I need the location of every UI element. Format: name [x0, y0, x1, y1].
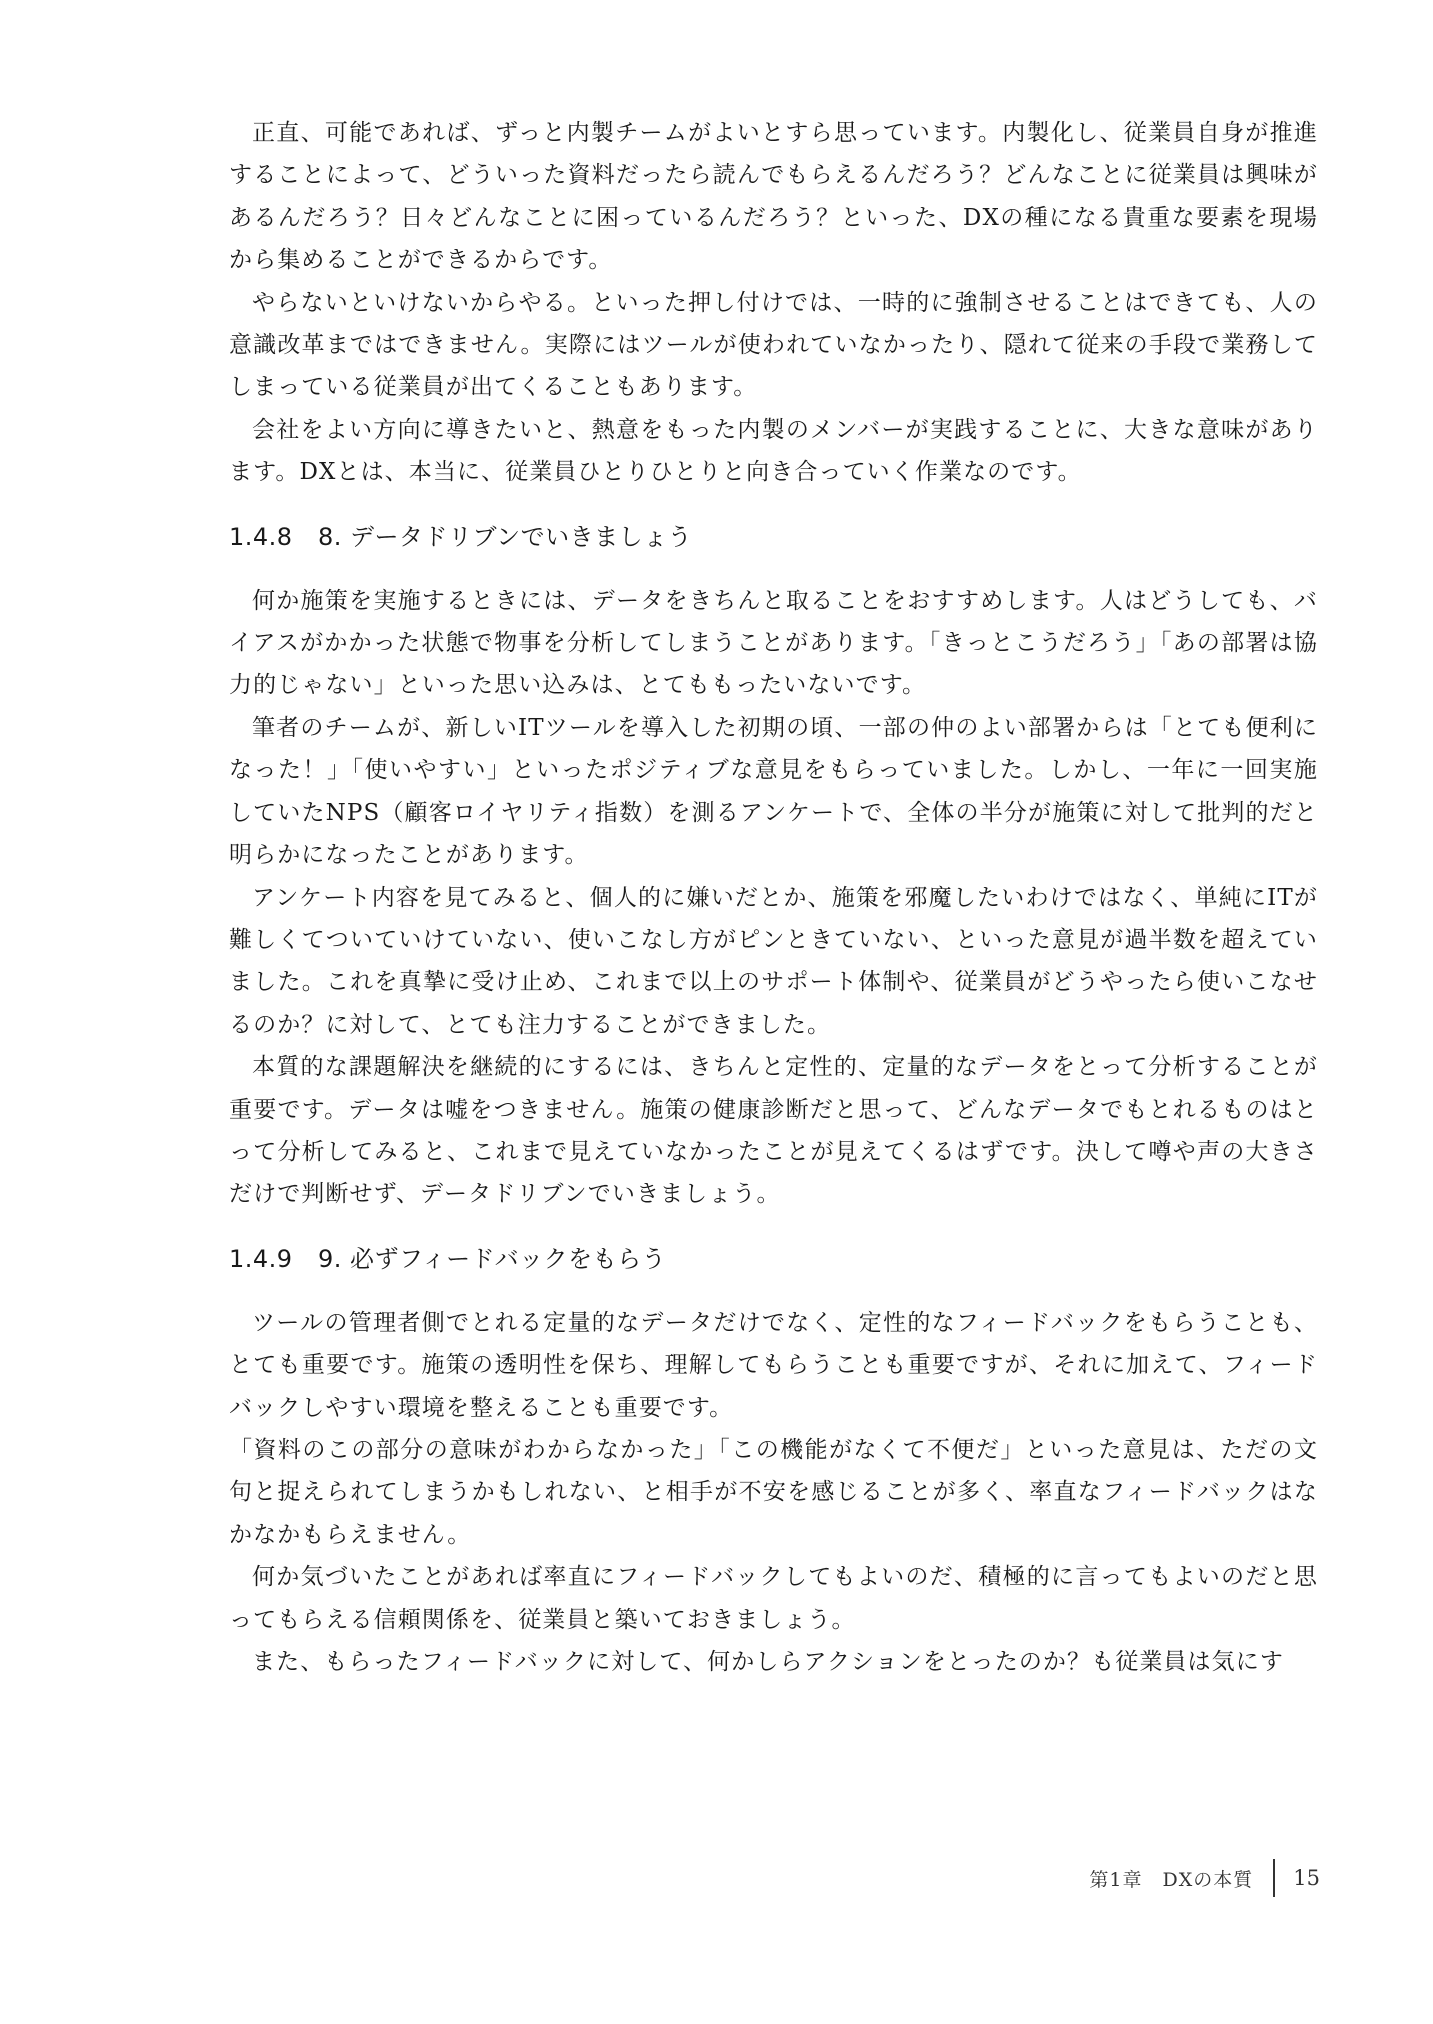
section-number: 1.4.8 — [229, 522, 293, 551]
page-number: 15 — [1293, 1866, 1320, 1890]
paragraph-data-driven-3: アンケート内容を見てみると、個人的に嫌いだとか、施策を邪魔したいわけではなく、単純にITが難しくてついていけていない、使いこなし方がピンときていない、といった意見が過半数を超えていました。これを真摯に受け止め、これまで以上のサポート体制や、従業員がどうやったら使いこなせるのか？に対して、とても注力することができました。 — [229, 884, 1318, 1038]
paragraph-feedback-1: ツールの管理者側でとれる定量的なデータだけでなく、定性的なフィードバックをもらうことも、とても重要です。施策の透明性を保ち、理解してもらうことも重要ですが、それに加えて、フィードバックしやすい環境を整えることも重要です。 — [229, 1309, 1318, 1421]
paragraph-feedback-3: 何か気づいたことがあれば率直にフィードバックしてもよいのだ、積極的に言ってもよいのだと思ってもらえる信頼関係を、従業員と築いておきましょう。 — [229, 1564, 1318, 1633]
paragraph-intro-3: 会社をよい方向に導きたいと、熱意をもった内製のメンバーが実践することに、大きな意味があります。DXとは、本当に、従業員ひとりひとりと向き合っていく作業なのです。 — [229, 416, 1318, 486]
section-heading-1-4-9 — [229, 1242, 1318, 1276]
page-body — [229, 112, 1318, 1683]
paragraph-intro-2: やらないといけないからやる。といった押し付けでは、一時的に強制させることはできても、人の意識改革まではできません。実際にはツールが使われていなかったり、隠れて従来の手段で業務してしまっている従業員が出てくることもあります。 — [229, 289, 1318, 401]
paragraph-feedback-4: また、もらったフィードバックに対して、何かしらアクションをとったのか？も従業員は気にす — [252, 1649, 1284, 1675]
section-title: 8. データドリブンでいきましょう — [318, 522, 693, 551]
paragraph-data-driven-1: 何か施策を実施するときには、データをきちんと取ることをおすすめします。人はどうしても、バイアスがかかった状態で物事を分析してしまうことがあります。「きっとこうだろう」「あの部署は協力的じゃない」といった思い込みは、とてももったいないです。 — [229, 587, 1318, 699]
paragraph-intro-1: 正直、可能であれば、ずっと内製チームがよいとすら思っています。内製化し、従業員自身が推進することによって、どういった資料だったら読んでもらえるんだろう？どんなことに従業員は興味があるんだろう？日々どんなことに困っているんだろう？といった、DXの種になる貴重な要素を現場から集めることができるからです。 — [229, 120, 1318, 274]
footer-divider — [1273, 1859, 1275, 1897]
paragraph-data-driven-4: 本質的な課題解決を継続的にするには、きちんと定性的、定量的なデータをとって分析することが重要です。データは嘘をつきません。施策の健康診断だと思って、どんなデータでもとれるものはとって分析してみると、これまで見えていなかったことが見えてくるはずです。決して噂や声の大きさだけで判断せず、データドリブンでいきましょう。 — [229, 1054, 1318, 1208]
running-chapter-title: 第1章 DXの本質 — [1089, 1868, 1254, 1891]
paragraph-data-driven-2: 筆者のチームが、新しいITツールを導入した初期の頃、一部の仲のよい部署からは「とても便利になった！」「使いやすい」といったポジティブな意見をもらっていました。しかし、一年に一回実施していたNPS（顧客ロイヤリティ指数）を測るアンケートで、全体の半分が施策に対して批判的だと明らかになったことがあります。 — [229, 714, 1318, 869]
paragraph-feedback-2: 「資料のこの部分の意味がわからなかった」「この機能がなくて不便だ」といった意見は、ただの文句と捉えられてしまうかもしれない、と相手が不安を感じることが多く、率直なフィードバックはなかなかもらえません。 — [229, 1436, 1318, 1548]
page-footer — [1050, 1858, 1320, 1898]
section-heading-1-4-8 — [229, 520, 1318, 554]
section-title: 9. 必ずフィードバックをもらう — [318, 1244, 667, 1273]
section-number: 1.4.9 — [229, 1244, 293, 1273]
